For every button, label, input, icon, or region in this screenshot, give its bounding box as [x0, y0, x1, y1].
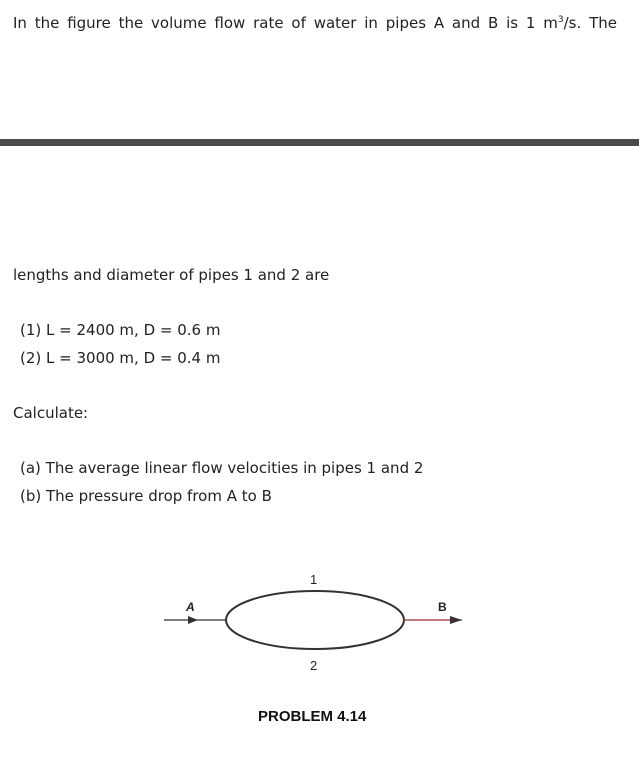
pipe-1-label: 1 [310, 572, 318, 587]
intro-text-after: /s. The [563, 14, 617, 32]
inlet-arrow-icon [188, 616, 198, 624]
node-a-label: A [186, 600, 195, 614]
outlet-arrow-icon [450, 616, 462, 624]
pipe-2-label: 2 [310, 658, 318, 673]
pipe-loop [226, 591, 404, 649]
question-a: (a) The average linear flow velocities in pipes 1 and 2 [20, 459, 424, 477]
intro-superscript: 3 [557, 15, 564, 25]
pipe-loop-figure [150, 560, 480, 680]
continuation-text: lengths and diameter of pipes 1 and 2 are [13, 266, 330, 284]
page-divider [0, 139, 639, 146]
node-b-label: B [438, 600, 447, 614]
pipe-loop-diagram [150, 560, 480, 680]
pipe-1-spec: (1) L = 2400 m, D = 0.6 m [20, 321, 221, 339]
question-b: (b) The pressure drop from A to B [20, 487, 272, 505]
problem-caption: PROBLEM 4.14 [258, 708, 367, 725]
pipe-2-spec: (2) L = 3000 m, D = 0.4 m [20, 349, 221, 367]
intro-text-before: In the figure the volume flow rate of water in pipes A and B is 1 m [13, 14, 558, 32]
intro-paragraph [13, 13, 617, 33]
calculate-label: Calculate: [13, 404, 89, 422]
